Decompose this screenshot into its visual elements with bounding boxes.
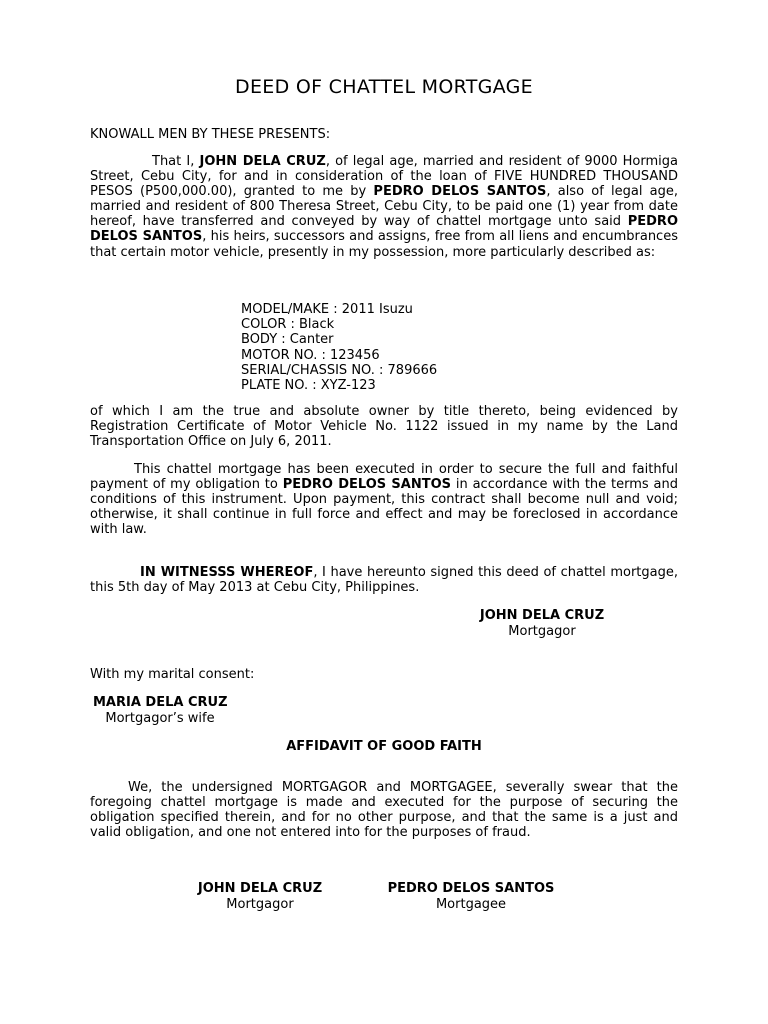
affidavit-title bbox=[0, 739, 768, 754]
witness-phrase: IN WITNESSS WHEREOF bbox=[140, 565, 314, 580]
p1-mortgagee-name: PEDRO DELOS SANTOS bbox=[373, 184, 547, 200]
mortgagor-signature-block bbox=[470, 608, 614, 639]
paragraph-1 bbox=[90, 154, 678, 260]
p1-mortgagor-name: JOHN DELA CRUZ bbox=[199, 154, 326, 169]
final-mortgagor-signature bbox=[188, 881, 332, 912]
vehicle-body: BODY : Canter bbox=[241, 332, 334, 348]
final-mortgagor-name: JOHN DELA CRUZ bbox=[197, 881, 323, 896]
final-mortgagor-role: Mortgagor bbox=[226, 896, 294, 912]
p3-text-1: This chattel mortgage has been executed in order to secure the full and faithful payment of my obligation to bbox=[90, 462, 678, 493]
p1-text-1: That I, bbox=[152, 154, 200, 169]
opening-line: KNOWALL MEN BY THESE PRESENTS: bbox=[90, 127, 331, 142]
vehicle-serial-no: SERIAL/CHASSIS NO. : 789666 bbox=[241, 362, 438, 378]
paragraph-2: of which I am the true and absolute owner by title thereto, being evidenced by Registration Certificate of Motor Vehicle No. 1122 issued in my name by the Land Transportation Office on July 6, 2011. bbox=[90, 404, 678, 450]
mortgagor-signature-role: Mortgagor bbox=[508, 623, 576, 639]
vehicle-color: COLOR : Black bbox=[241, 317, 335, 333]
mortgagor-signature-name: JOHN DELA CRUZ bbox=[479, 608, 605, 623]
p4-text: , I have hereunto signed this deed of chattel mortgage, this 5th day of May 2013 at Cebu City, Philippines. bbox=[90, 565, 678, 596]
vehicle-model: MODEL/MAKE : 2011 Isuzu bbox=[241, 302, 413, 317]
vehicle-motor-no: MOTOR NO. : 123456 bbox=[241, 347, 380, 363]
wife-role: Mortgagor’s wife bbox=[105, 710, 215, 726]
p1-mortgagee-name-2: PEDRO DELOS SANTOS bbox=[90, 214, 678, 245]
wife-signature-block bbox=[93, 695, 227, 726]
affidavit-paragraph bbox=[90, 780, 678, 840]
marital-consent-line: With my marital consent: bbox=[90, 667, 255, 682]
affidavit-title-text: AFFIDAVIT OF GOOD FAITH bbox=[286, 739, 482, 754]
p3-mortgagee-name: PEDRO DELOS SANTOS bbox=[282, 477, 451, 493]
p1-text-2: , of legal age, married and resident of 9000 Hormiga Street, Cebu City, for and in consideration of the loan of FIVE HUNDRED THOUSAND PESOS (P500,000.00), granted to me by bbox=[90, 154, 678, 200]
p1-text-4: , his heirs, successors and assigns, free from all liens and encumbrances that certain motor vehicle, presently in my possession, more particularly described as: bbox=[90, 229, 678, 260]
p3-text-2: in accordance with the terms and conditions of this instrument. Upon payment, this contract shall become null and void; otherwise, it shall continue in full force and effect and may be foreclosed in accordance with law. bbox=[90, 477, 678, 538]
final-mortgagee-signature bbox=[386, 881, 556, 912]
final-mortgagee-role: Mortgagee bbox=[435, 896, 507, 912]
final-mortgagee-name: PEDRO DELOS SANTOS bbox=[387, 881, 555, 896]
document-title: DEED OF CHATTEL MORTGAGE bbox=[235, 76, 533, 98]
affidavit-text: We, the undersigned MORTGAGOR and MORTGAGEE, severally swear that the foregoing chattel mortgage is made and executed for the purpose of securing the obligation specified therein, and for no other purpose, and that the same is a just and valid obligation, and one not entered into for the purposes of fraud. bbox=[90, 780, 678, 841]
paragraph-3 bbox=[90, 462, 678, 537]
paragraph-4 bbox=[90, 565, 678, 595]
vehicle-plate-no: PLATE NO. : XYZ-123 bbox=[241, 378, 376, 394]
vehicle-description bbox=[241, 302, 437, 393]
p1-text-3: , also of legal age, married and resident of 800 Theresa Street, Cebu City, to be paid one (1) year from date hereof, have transferred and conveyed by way of chattel mortgage unto said bbox=[90, 184, 678, 230]
wife-name: MARIA DELA CRUZ bbox=[93, 695, 228, 710]
